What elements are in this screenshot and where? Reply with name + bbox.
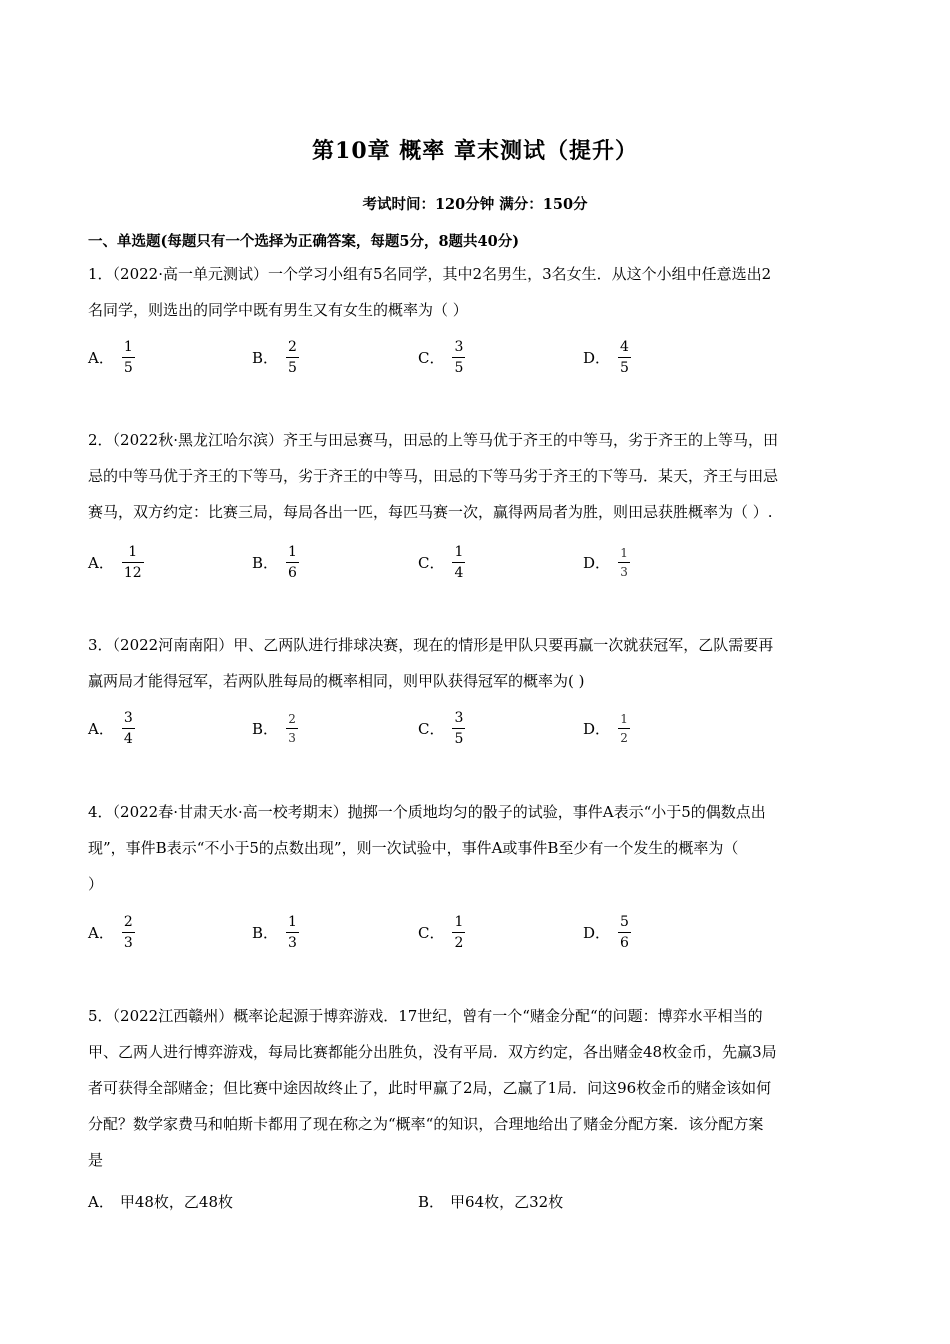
denominator: 2 — [454, 934, 464, 951]
option-letter: A． — [88, 719, 114, 738]
denominator: 12 — [123, 564, 142, 581]
fraction — [286, 544, 299, 581]
option-b — [252, 335, 299, 379]
fraction — [618, 712, 630, 745]
option-letter: D． — [583, 553, 611, 572]
denominator: 5 — [454, 359, 464, 376]
option-d — [583, 335, 631, 379]
question-4 — [88, 794, 868, 902]
numerator: 1 — [288, 913, 297, 930]
option-c — [418, 540, 465, 584]
denominator: 5 — [454, 730, 464, 747]
numerator: 1 — [620, 545, 628, 560]
option-text: 甲64枚，乙32枚 — [450, 1192, 564, 1211]
question-line: 者可获得全部赌金；但比赛中途因故终止了，此时甲赢了2局，乙赢了1局．问这96枚金币的赌金该如何 — [88, 1079, 772, 1097]
question-line: 名同学，则选出的同学中既有男生又有女生的概率为（ ） — [88, 301, 468, 319]
denominator: 6 — [288, 564, 297, 581]
denominator: 4 — [123, 730, 133, 747]
option-d — [583, 706, 630, 750]
denominator: 3 — [288, 934, 297, 951]
option-d — [583, 910, 631, 954]
question-4-options — [88, 910, 868, 954]
numerator: 3 — [454, 709, 464, 726]
option-letter: D． — [583, 348, 611, 367]
numerator: 1 — [128, 543, 138, 560]
numerator: 1 — [123, 338, 133, 355]
numerator: 2 — [288, 711, 296, 726]
option-a — [88, 1179, 233, 1223]
fraction — [618, 914, 631, 951]
question-line: 赛马，双方约定：比赛三局，每局各出一匹，每匹马赛一次，赢得两局者为胜，则田忌获胜概率为（ ）. — [88, 503, 773, 521]
option-letter: C． — [418, 553, 445, 572]
question-line: 甲、乙两人进行博弈游戏，每局比赛都能分出胜负，没有平局．双方约定，各出赌金48枚金币，先赢3局 — [88, 1043, 777, 1061]
numerator: 1 — [620, 711, 628, 726]
section-heading: 一、单选题(每题只有一个选择为正确答案，每题5分，8题共40分) — [88, 233, 520, 250]
exam-info: 考试时间：120分钟 满分：150分 — [362, 196, 588, 213]
numerator: 1 — [454, 543, 464, 560]
option-letter: A． — [88, 348, 114, 367]
fraction — [618, 339, 631, 376]
denominator: 5 — [123, 359, 133, 376]
option-letter: A． — [88, 923, 114, 942]
denominator: 4 — [454, 564, 464, 581]
option-a — [88, 540, 144, 584]
option-a — [88, 910, 135, 954]
option-b — [252, 910, 299, 954]
numerator: 2 — [288, 338, 297, 355]
option-letter: C． — [418, 348, 445, 367]
fraction — [286, 914, 299, 951]
option-b — [252, 540, 299, 584]
numerator: 4 — [620, 338, 629, 355]
option-letter: B． — [252, 923, 279, 942]
question-2-options — [88, 540, 868, 584]
numerator: 3 — [123, 709, 133, 726]
fraction — [452, 914, 465, 951]
numerator: 5 — [620, 913, 629, 930]
question-line: 现”，事件B表示“不小于5的点数出现”，则一次试验中，事件A或事件B至少有一个发生的概率为（ — [88, 839, 739, 857]
document-title: 第10章 概率 章末测试（提升） — [312, 138, 638, 164]
fraction — [286, 339, 299, 376]
denominator: 2 — [620, 730, 628, 745]
fraction — [452, 710, 465, 747]
option-letter: C． — [418, 719, 445, 738]
question-line: 5．（2022江西赣州）概率论起源于博弈游戏．17世纪，曾有一个“赌金分配“的问题：博弈水平相当的 — [88, 1007, 763, 1025]
question-2 — [88, 422, 868, 530]
question-line: 1．（2022·高一单元测试）一个学习小组有5名同学，其中2名男生，3名女生．从这个小组中任意选出2 — [88, 265, 772, 283]
option-c — [418, 335, 465, 379]
denominator: 3 — [620, 564, 628, 579]
option-b — [252, 706, 298, 750]
numerator: 1 — [454, 913, 464, 930]
fraction — [122, 914, 135, 951]
fraction — [122, 544, 144, 581]
numerator: 3 — [454, 338, 464, 355]
question-line: 2．（2022秋·黑龙江哈尔滨）齐王与田忌赛马，田忌的上等马优于齐王的中等马，劣于齐王的上等马，田 — [88, 431, 778, 449]
option-b — [418, 1179, 563, 1223]
option-letter: B． — [252, 348, 279, 367]
numerator: 1 — [288, 543, 297, 560]
option-a — [88, 706, 135, 750]
denominator: 6 — [620, 934, 629, 951]
option-letter: A． — [88, 553, 114, 572]
question-5 — [88, 998, 868, 1178]
question-5-options — [88, 1179, 868, 1223]
question-line: 4．（2022春·甘肃天水·高一校考期末）抛掷一个质地均匀的骰子的试验，事件A表示“小于5的偶数点出 — [88, 803, 766, 821]
option-letter: C． — [418, 923, 445, 942]
fraction — [452, 339, 465, 376]
denominator: 3 — [288, 730, 296, 745]
question-line: 赢两局才能得冠军，若两队胜每局的概率相同，则甲队获得冠军的概率为( ) — [88, 672, 585, 690]
option-letter: B． — [418, 1192, 445, 1211]
fraction — [122, 339, 135, 376]
question-line: 是 — [88, 1151, 104, 1169]
option-letter: D． — [583, 719, 611, 738]
fraction — [286, 712, 298, 745]
numerator: 2 — [123, 913, 133, 930]
question-1-options — [88, 335, 868, 379]
option-letter: B． — [252, 553, 279, 572]
fraction — [452, 544, 465, 581]
option-d — [583, 540, 630, 584]
question-3-options — [88, 706, 868, 750]
option-a — [88, 335, 135, 379]
denominator: 5 — [288, 359, 297, 376]
fraction — [618, 546, 630, 579]
option-letter: A． — [88, 1192, 114, 1211]
denominator: 5 — [620, 359, 629, 376]
denominator: 3 — [123, 934, 133, 951]
question-line: ） — [88, 875, 104, 893]
option-letter: D． — [583, 923, 611, 942]
option-c — [418, 706, 465, 750]
question-line: 3．（2022河南南阳）甲、乙两队进行排球决赛，现在的情形是甲队只要再赢一次就获冠军，乙队需要再 — [88, 636, 774, 654]
option-c — [418, 910, 465, 954]
fraction — [122, 710, 135, 747]
question-line: 分配？数学家费马和帕斯卡都用了现在称之为“概率“的知识，合理地给出了赌金分配方案．该分配方案 — [88, 1115, 764, 1133]
question-3 — [88, 627, 868, 699]
option-letter: B． — [252, 719, 279, 738]
question-line: 忌的中等马优于齐王的下等马，劣于齐王的中等马，田忌的下等马劣于齐王的下等马．某天，齐王与田忌 — [88, 467, 779, 485]
option-text: 甲48枚，乙48枚 — [119, 1192, 234, 1211]
question-1 — [88, 256, 868, 328]
